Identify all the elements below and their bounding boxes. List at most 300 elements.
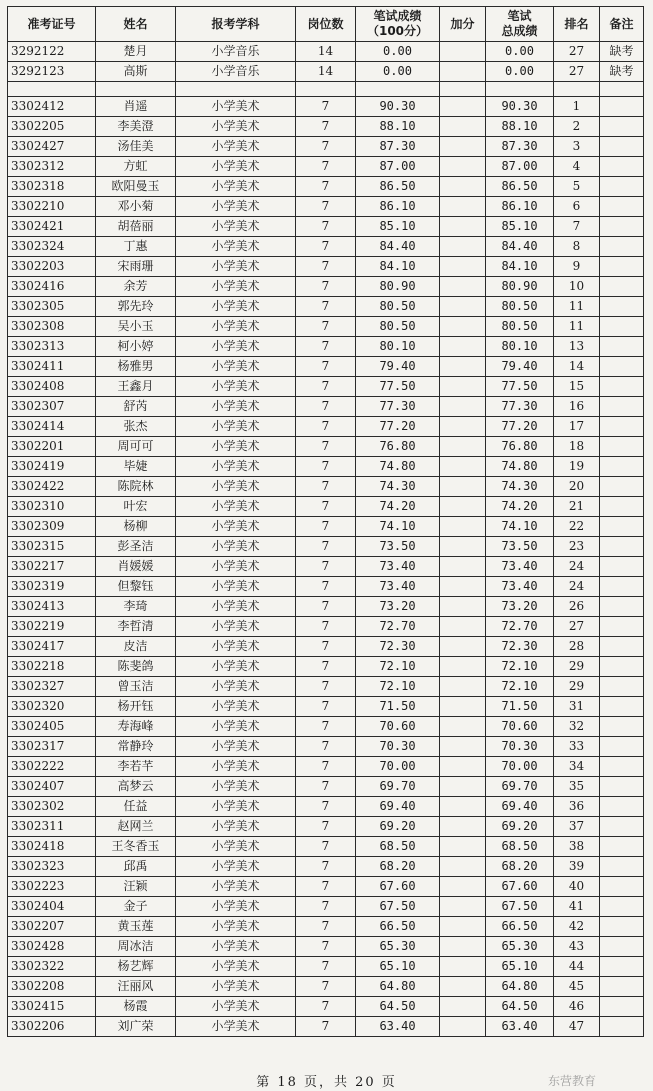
cell-id: 3302427: [8, 137, 96, 157]
table-row: [8, 977, 644, 997]
table-row: [8, 917, 644, 937]
cell-total-score: 86.50: [486, 177, 554, 197]
cell-total-score: 74.80: [486, 457, 554, 477]
table-row: [8, 257, 644, 277]
cell-name: 李若芊: [96, 757, 176, 777]
cell-note: [600, 97, 644, 117]
cell-total-score: 68.50: [486, 837, 554, 857]
cell-written-score: 79.40: [356, 357, 440, 377]
header-rank: 排名: [554, 7, 600, 42]
cell-note: [600, 857, 644, 877]
cell-written-score: 73.50: [356, 537, 440, 557]
cell-total-score: 90.30: [486, 97, 554, 117]
cell-id: 3302322: [8, 957, 96, 977]
cell-posts: 7: [296, 257, 356, 277]
cell-total-score: 77.50: [486, 377, 554, 397]
cell-subject: 小学美术: [176, 517, 296, 537]
cell-name: 楚月: [96, 42, 176, 62]
cell-id: 3302219: [8, 617, 96, 637]
cell-posts: 7: [296, 537, 356, 557]
header-bonus: 加分: [440, 7, 486, 42]
cell-id: 3302417: [8, 637, 96, 657]
table-row: [8, 797, 644, 817]
cell-name: 李琦: [96, 597, 176, 617]
cell-rank: 17: [554, 417, 600, 437]
cell-id: 3302418: [8, 837, 96, 857]
table-row: [8, 897, 644, 917]
cell-subject: 小学美术: [176, 837, 296, 857]
cell-id: 3302404: [8, 897, 96, 917]
cell-written-score: 73.40: [356, 557, 440, 577]
table-row: [8, 577, 644, 597]
cell-bonus: [440, 337, 486, 357]
cell-posts: 7: [296, 217, 356, 237]
cell-bonus: [440, 677, 486, 697]
cell-rank: 27: [554, 62, 600, 82]
cell-rank: 29: [554, 657, 600, 677]
cell-rank: 38: [554, 837, 600, 857]
cell-posts: 7: [296, 317, 356, 337]
cell-total-score: 65.30: [486, 937, 554, 957]
table-row: [8, 557, 644, 577]
cell-bonus: [440, 537, 486, 557]
cell-name: 杨柳: [96, 517, 176, 537]
cell-total-score: 73.50: [486, 537, 554, 557]
cell-rank: 32: [554, 717, 600, 737]
table-row: [8, 137, 644, 157]
cell-bonus: [440, 157, 486, 177]
cell-bonus: [440, 97, 486, 117]
table-row: [8, 637, 644, 657]
cell-subject: 小学美术: [176, 637, 296, 657]
cell-note: [600, 177, 644, 197]
cell-note: [600, 237, 644, 257]
cell-rank: 5: [554, 177, 600, 197]
cell-total-score: 68.20: [486, 857, 554, 877]
table-row: [8, 437, 644, 457]
cell-posts: 7: [296, 477, 356, 497]
table-row: [8, 1017, 644, 1037]
table-row: [8, 697, 644, 717]
cell-bonus: [440, 1017, 486, 1037]
table-row: [8, 517, 644, 537]
cell-id: 3302305: [8, 297, 96, 317]
cell-note: [600, 137, 644, 157]
cell-total-score: 71.50: [486, 697, 554, 717]
cell-total-score: 64.50: [486, 997, 554, 1017]
header-total-score: [486, 7, 554, 42]
cell-written-score: 84.40: [356, 237, 440, 257]
cell-rank: 21: [554, 497, 600, 517]
cell-subject: 小学美术: [176, 617, 296, 637]
table-row: [8, 337, 644, 357]
cell-subject: 小学美术: [176, 397, 296, 417]
cell-rank: 6: [554, 197, 600, 217]
cell-bonus: [440, 317, 486, 337]
cell-rank: 27: [554, 42, 600, 62]
table-row: [8, 297, 644, 317]
cell-bonus: [440, 977, 486, 997]
cell-subject: 小学美术: [176, 137, 296, 157]
table-row: [8, 62, 644, 82]
cell-subject: 小学美术: [176, 737, 296, 757]
cell-posts: 7: [296, 357, 356, 377]
header-written-score: [356, 7, 440, 42]
cell-bonus: [440, 877, 486, 897]
cell-total-score: 88.10: [486, 117, 554, 137]
cell-posts: 7: [296, 657, 356, 677]
cell-name: 常静玲: [96, 737, 176, 757]
cell-written-score: 72.10: [356, 657, 440, 677]
cell-subject: 小学美术: [176, 177, 296, 197]
table-row: [8, 397, 644, 417]
cell-note: [600, 457, 644, 477]
cell-written-score: 74.10: [356, 517, 440, 537]
header-total-line2: 总成绩: [501, 24, 538, 38]
cell-rank: 19: [554, 457, 600, 477]
table-row: [8, 597, 644, 617]
cell-id: 3302318: [8, 177, 96, 197]
cell-posts: 7: [296, 497, 356, 517]
cell-name: 邱禹: [96, 857, 176, 877]
cell-written-score: 77.20: [356, 417, 440, 437]
cell-rank: 10: [554, 277, 600, 297]
cell-posts: 7: [296, 1017, 356, 1037]
cell-name: 杨开钰: [96, 697, 176, 717]
cell-subject: 小学美术: [176, 917, 296, 937]
cell-rank: 29: [554, 677, 600, 697]
cell-name: 毕婕: [96, 457, 176, 477]
cell-total-score: 73.40: [486, 577, 554, 597]
header-subject: 报考学科: [176, 7, 296, 42]
table-row: [8, 757, 644, 777]
cell-note: [600, 737, 644, 757]
cell-id: 3302320: [8, 697, 96, 717]
cell-note: [600, 577, 644, 597]
cell-note: [600, 517, 644, 537]
cell-name: 叶宏: [96, 497, 176, 517]
cell-posts: 7: [296, 177, 356, 197]
header-total-line1: 笔试: [507, 9, 532, 23]
cell-bonus: [440, 717, 486, 737]
cell-name: 黄玉莲: [96, 917, 176, 937]
table-row: [8, 677, 644, 697]
cell-posts: 7: [296, 557, 356, 577]
cell-posts: 7: [296, 197, 356, 217]
empty-cell: [554, 82, 600, 97]
cell-name: 柯小婷: [96, 337, 176, 357]
cell-total-score: 77.30: [486, 397, 554, 417]
cell-posts: 7: [296, 97, 356, 117]
cell-posts: 7: [296, 337, 356, 357]
cell-bonus: [440, 397, 486, 417]
cell-id: 3302201: [8, 437, 96, 457]
cell-id: 3302405: [8, 717, 96, 737]
cell-id: 3302419: [8, 457, 96, 477]
cell-id: 3302210: [8, 197, 96, 217]
cell-rank: 7: [554, 217, 600, 237]
header-posts: 岗位数: [296, 7, 356, 42]
cell-subject: 小学美术: [176, 997, 296, 1017]
cell-name: 刘广荣: [96, 1017, 176, 1037]
cell-posts: 7: [296, 777, 356, 797]
cell-written-score: 73.40: [356, 577, 440, 597]
cell-note: [600, 717, 644, 737]
cell-note: [600, 397, 644, 417]
cell-id: 3302327: [8, 677, 96, 697]
cell-posts: 7: [296, 697, 356, 717]
cell-subject: 小学美术: [176, 497, 296, 517]
cell-total-score: 87.00: [486, 157, 554, 177]
cell-name: 皮洁: [96, 637, 176, 657]
cell-id: 3302411: [8, 357, 96, 377]
cell-note: [600, 777, 644, 797]
cell-total-score: 80.90: [486, 277, 554, 297]
cell-bonus: [440, 377, 486, 397]
cell-bonus: [440, 837, 486, 857]
cell-bonus: [440, 817, 486, 837]
cell-rank: 24: [554, 577, 600, 597]
table-row: [8, 357, 644, 377]
cell-subject: 小学音乐: [176, 62, 296, 82]
cell-rank: 33: [554, 737, 600, 757]
cell-id: 3302208: [8, 977, 96, 997]
cell-total-score: 70.60: [486, 717, 554, 737]
cell-bonus: [440, 997, 486, 1017]
cell-written-score: 76.80: [356, 437, 440, 457]
cell-written-score: 69.70: [356, 777, 440, 797]
table-row: [8, 217, 644, 237]
cell-total-score: 72.70: [486, 617, 554, 637]
cell-id: 3302205: [8, 117, 96, 137]
cell-bonus: [440, 257, 486, 277]
cell-written-score: 69.40: [356, 797, 440, 817]
cell-subject: 小学美术: [176, 657, 296, 677]
cell-rank: 22: [554, 517, 600, 537]
cell-written-score: 72.30: [356, 637, 440, 657]
cell-subject: 小学美术: [176, 97, 296, 117]
cell-id: 3302428: [8, 937, 96, 957]
cell-total-score: 63.40: [486, 1017, 554, 1037]
cell-posts: 7: [296, 117, 356, 137]
cell-id: 3302309: [8, 517, 96, 537]
cell-subject: 小学美术: [176, 797, 296, 817]
cell-total-score: 69.40: [486, 797, 554, 817]
cell-name: 曾玉洁: [96, 677, 176, 697]
cell-posts: 7: [296, 897, 356, 917]
cell-posts: 7: [296, 937, 356, 957]
cell-id: 3302412: [8, 97, 96, 117]
cell-note: [600, 1017, 644, 1037]
table-row: [8, 117, 644, 137]
cell-total-score: 74.20: [486, 497, 554, 517]
cell-subject: 小学美术: [176, 197, 296, 217]
cell-posts: 7: [296, 717, 356, 737]
cell-bonus: [440, 737, 486, 757]
cell-id: 3302408: [8, 377, 96, 397]
cell-bonus: [440, 477, 486, 497]
cell-subject: 小学美术: [176, 357, 296, 377]
table-row: [8, 837, 644, 857]
cell-id: 3302307: [8, 397, 96, 417]
cell-name: 汤佳美: [96, 137, 176, 157]
cell-subject: 小学美术: [176, 157, 296, 177]
cell-posts: 7: [296, 397, 356, 417]
cell-written-score: 73.20: [356, 597, 440, 617]
cell-subject: 小学美术: [176, 337, 296, 357]
cell-written-score: 0.00: [356, 62, 440, 82]
cell-total-score: 70.30: [486, 737, 554, 757]
cell-name: 欧阳曼玉: [96, 177, 176, 197]
cell-bonus: [440, 197, 486, 217]
cell-posts: 7: [296, 877, 356, 897]
cell-id: 3302217: [8, 557, 96, 577]
cell-subject: 小学美术: [176, 697, 296, 717]
table-row: [8, 457, 644, 477]
cell-name: 郭先玲: [96, 297, 176, 317]
cell-rank: 4: [554, 157, 600, 177]
cell-subject: 小学音乐: [176, 42, 296, 62]
cell-bonus: [440, 597, 486, 617]
empty-cell: [600, 82, 644, 97]
cell-posts: 7: [296, 277, 356, 297]
cell-note: [600, 277, 644, 297]
cell-total-score: 87.30: [486, 137, 554, 157]
table-row: [8, 857, 644, 877]
cell-note: [600, 197, 644, 217]
table-row: [8, 317, 644, 337]
empty-cell: [440, 82, 486, 97]
cell-rank: 24: [554, 557, 600, 577]
cell-note: [600, 297, 644, 317]
cell-total-score: 67.50: [486, 897, 554, 917]
header-note: 备注: [600, 7, 644, 42]
cell-note: 缺考: [600, 62, 644, 82]
cell-posts: 7: [296, 997, 356, 1017]
cell-subject: 小学美术: [176, 897, 296, 917]
cell-total-score: 69.70: [486, 777, 554, 797]
cell-note: [600, 357, 644, 377]
cell-posts: 7: [296, 297, 356, 317]
table-row: [8, 657, 644, 677]
cell-posts: 7: [296, 797, 356, 817]
cell-posts: 14: [296, 42, 356, 62]
cell-written-score: 80.10: [356, 337, 440, 357]
cell-rank: 42: [554, 917, 600, 937]
cell-bonus: [440, 277, 486, 297]
cell-note: [600, 377, 644, 397]
cell-written-score: 67.50: [356, 897, 440, 917]
cell-written-score: 65.10: [356, 957, 440, 977]
cell-subject: 小学美术: [176, 477, 296, 497]
cell-written-score: 80.50: [356, 317, 440, 337]
cell-subject: 小学美术: [176, 297, 296, 317]
cell-bonus: [440, 957, 486, 977]
cell-note: [600, 917, 644, 937]
cell-total-score: 73.40: [486, 557, 554, 577]
cell-total-score: 0.00: [486, 62, 554, 82]
cell-note: [600, 317, 644, 337]
cell-rank: 11: [554, 317, 600, 337]
table-row: [8, 237, 644, 257]
cell-subject: 小学美术: [176, 277, 296, 297]
table-row: [8, 197, 644, 217]
cell-subject: 小学美术: [176, 977, 296, 997]
cell-subject: 小学美术: [176, 317, 296, 337]
cell-id: 3302302: [8, 797, 96, 817]
table-row: [8, 477, 644, 497]
cell-posts: 7: [296, 577, 356, 597]
empty-cell: [356, 82, 440, 97]
cell-bonus: [440, 457, 486, 477]
cell-note: [600, 937, 644, 957]
cell-note: [600, 497, 644, 517]
cell-subject: 小学美术: [176, 677, 296, 697]
cell-id: 3302416: [8, 277, 96, 297]
score-table: [7, 6, 644, 1037]
cell-note: [600, 557, 644, 577]
cell-name: 陈斐鸽: [96, 657, 176, 677]
cell-id: 3292123: [8, 62, 96, 82]
cell-written-score: 68.20: [356, 857, 440, 877]
cell-posts: 7: [296, 957, 356, 977]
cell-total-score: 65.10: [486, 957, 554, 977]
cell-name: 陈院林: [96, 477, 176, 497]
cell-name: 王冬香玉: [96, 837, 176, 857]
cell-name: 丁惠: [96, 237, 176, 257]
cell-name: 周冰洁: [96, 937, 176, 957]
cell-name: 金子: [96, 897, 176, 917]
empty-cell: [96, 82, 176, 97]
cell-rank: 46: [554, 997, 600, 1017]
cell-name: 余芳: [96, 277, 176, 297]
cell-written-score: 68.50: [356, 837, 440, 857]
table-row: [8, 937, 644, 957]
cell-written-score: 88.10: [356, 117, 440, 137]
cell-id: 3302407: [8, 777, 96, 797]
table-row: [8, 877, 644, 897]
cell-posts: 7: [296, 617, 356, 637]
table-row: [8, 97, 644, 117]
table-row: [8, 157, 644, 177]
cell-written-score: 67.60: [356, 877, 440, 897]
cell-id: 3302312: [8, 157, 96, 177]
cell-note: [600, 257, 644, 277]
cell-subject: 小学美术: [176, 237, 296, 257]
cell-name: 肖媛媛: [96, 557, 176, 577]
cell-subject: 小学美术: [176, 877, 296, 897]
cell-bonus: [440, 137, 486, 157]
cell-bonus: [440, 937, 486, 957]
cell-posts: 7: [296, 517, 356, 537]
cell-note: [600, 797, 644, 817]
cell-rank: 1: [554, 97, 600, 117]
cell-bonus: [440, 917, 486, 937]
cell-written-score: 70.60: [356, 717, 440, 737]
cell-rank: 15: [554, 377, 600, 397]
cell-rank: 43: [554, 937, 600, 957]
cell-bonus: [440, 617, 486, 637]
cell-note: [600, 157, 644, 177]
cell-bonus: [440, 637, 486, 657]
cell-bonus: [440, 557, 486, 577]
cell-written-score: 84.10: [356, 257, 440, 277]
table-row: [8, 537, 644, 557]
cell-subject: 小学美术: [176, 457, 296, 477]
cell-name: 杨雅男: [96, 357, 176, 377]
cell-rank: 40: [554, 877, 600, 897]
cell-written-score: 80.50: [356, 297, 440, 317]
